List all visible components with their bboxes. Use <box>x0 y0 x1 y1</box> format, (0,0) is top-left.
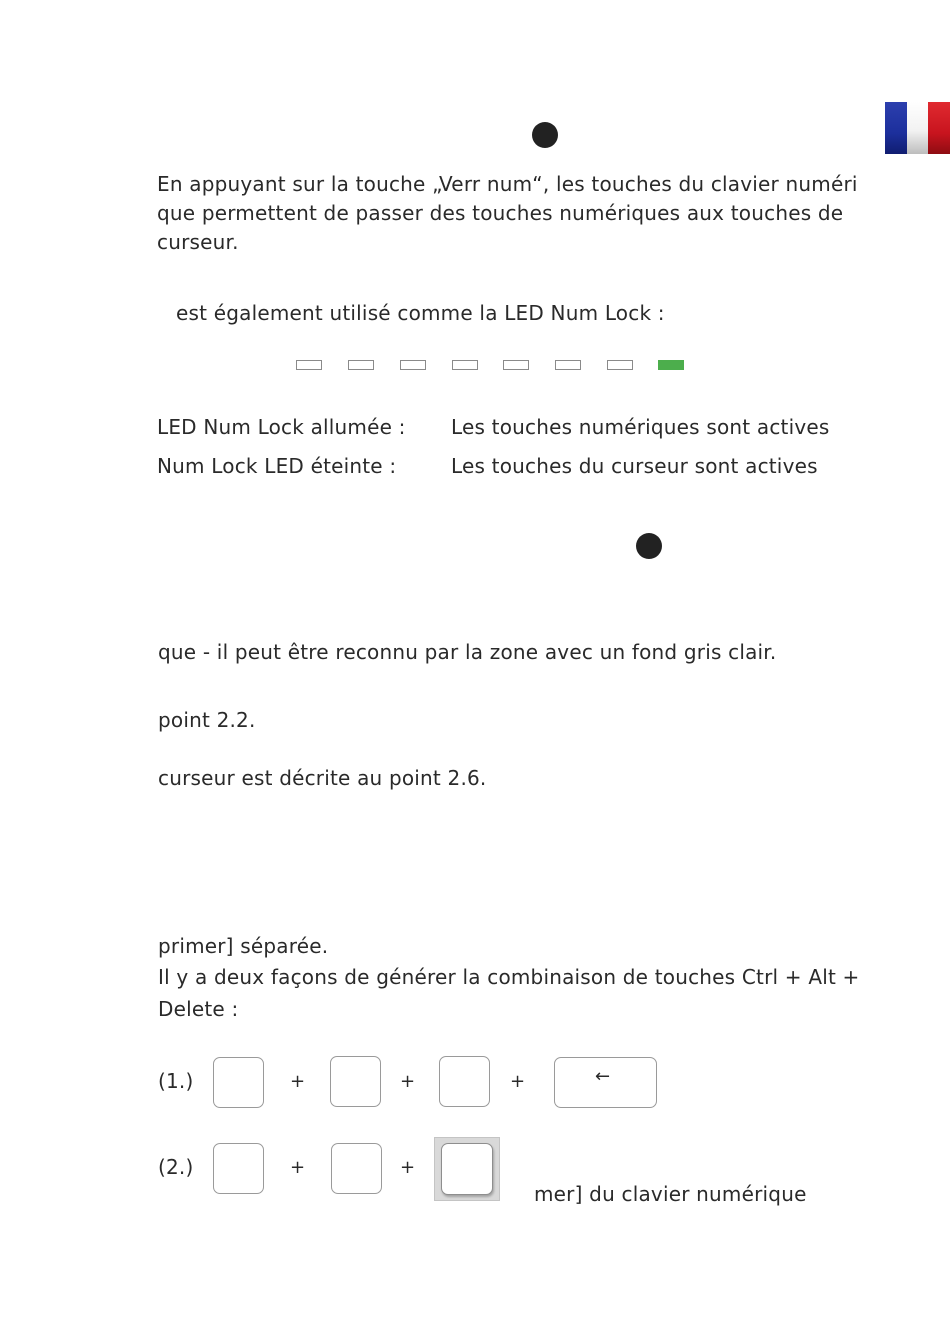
plus-sign: + <box>290 1157 306 1178</box>
flag-red-stripe <box>928 102 950 154</box>
bullet-dot-icon <box>532 122 558 148</box>
numpad-note: mer] du clavier numérique <box>534 1182 807 1206</box>
point-26-note: curseur est décrite au point 2.6. <box>158 766 487 790</box>
plus-sign: + <box>290 1071 306 1092</box>
france-flag-icon <box>885 102 950 154</box>
led-indicator <box>607 360 633 370</box>
led-indicator <box>296 360 322 370</box>
led-indicator <box>400 360 426 370</box>
led-indicator <box>503 360 529 370</box>
gray-zone-note: que - il peut être reconnu par la zone avec un fond gris clair. <box>158 640 777 664</box>
bullet-dot-icon <box>636 533 662 559</box>
numpad-delete-key <box>441 1143 493 1195</box>
led-description: est également utilisé comme la LED Num Lock : <box>176 301 665 325</box>
plus-sign: + <box>400 1071 416 1092</box>
flag-white-stripe <box>907 102 929 154</box>
ctrl-key <box>213 1143 264 1194</box>
backspace-arrow-icon: ← <box>595 1066 611 1087</box>
led-indicator <box>348 360 374 370</box>
separate-key-note: primer] séparée. <box>158 934 329 958</box>
backspace-key <box>554 1057 657 1108</box>
numpad-delete-key-gray-zone <box>434 1137 500 1201</box>
method-1-label: (1.) <box>158 1069 194 1093</box>
intro-line-1: En appuyant sur la touche „Verr num“, les touches du clavier numéri <box>157 172 858 196</box>
alt-key <box>330 1056 381 1107</box>
state-label-on: LED Num Lock allumée : <box>157 415 406 439</box>
intro-line-3: curseur. <box>157 230 239 254</box>
shift-key <box>439 1056 490 1107</box>
ctrl-key <box>213 1057 264 1108</box>
method-2-label: (2.) <box>158 1155 194 1179</box>
intro-line-2: que permettent de passer des touches numériques aux touches de <box>157 201 844 225</box>
plus-sign: + <box>400 1157 416 1178</box>
combination-intro-line-1: Il y a deux façons de générer la combinaison de touches Ctrl + Alt + <box>158 965 860 989</box>
state-label-off: Num Lock LED éteinte : <box>157 454 397 478</box>
plus-sign: + <box>510 1071 526 1092</box>
led-indicator <box>452 360 478 370</box>
led-indicator <box>555 360 581 370</box>
state-value-off: Les touches du curseur sont actives <box>451 454 818 478</box>
point-22-note: point 2.2. <box>158 708 256 732</box>
combination-intro-line-2: Delete : <box>158 997 239 1021</box>
alt-key <box>331 1143 382 1194</box>
num-lock-led-indicator <box>658 360 684 370</box>
state-value-on: Les touches numériques sont actives <box>451 415 830 439</box>
flag-blue-stripe <box>885 102 907 154</box>
